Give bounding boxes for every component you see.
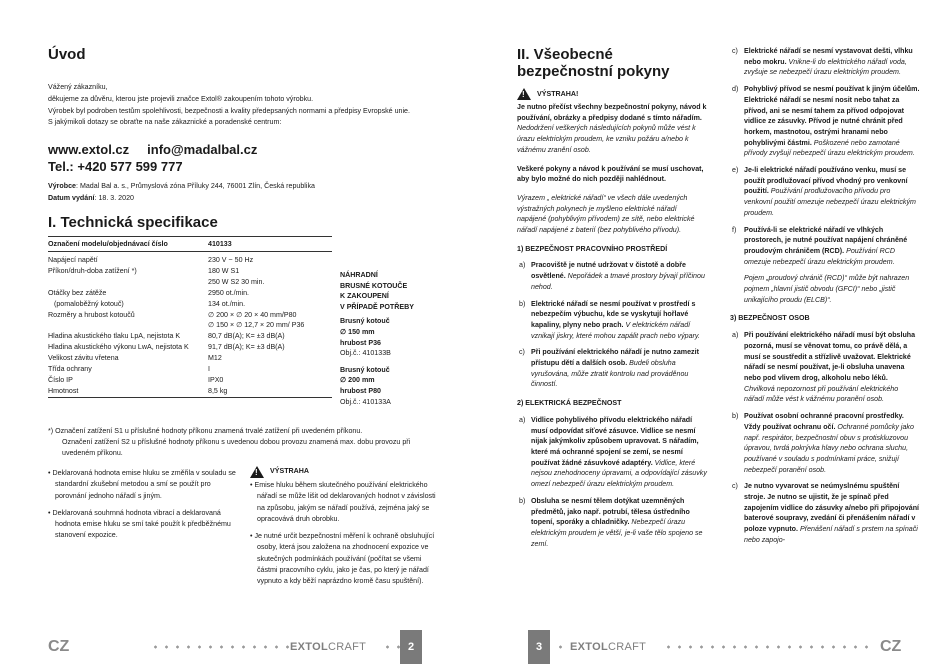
list-item: e) Je-li elektrické nářadí používáno venku, musí se použít prodlužovací přívod vhodný pro venkovní použití. Používání prodlužovacího přívodu pro venkovní použití omezuje nebezpečí úrazu elektrickým proudem. <box>732 166 916 217</box>
website-link[interactable]: www.extol.cz <box>48 142 130 157</box>
spec-key: Hladina akustického tlaku LpA, nejistota K <box>48 332 181 341</box>
list-item: c) Při používání elektrického nářadí je nutno zamezit přístupu dětí a dalších osob. Budeli obsluha vyrušována, může ztratit kontrolu nad prováděnou činností. <box>519 348 699 389</box>
blade-2-line: Brusný kotouč <box>340 365 390 374</box>
page-number: 2 <box>400 630 422 664</box>
note-s2: Označení zatížení S2 u příslušné hodnoty příkonu s uvedenou dobou provozu znamená max. dobu provozu při uvedeném příkonu. <box>62 438 411 457</box>
list-item: c) Je nutno vyvarovat se neúmyslnému spuštění stroje. Je nutno se ujistit, že je spínač před zapojením vidlice do zásuvky a/nebo při připojování baterové soupravy, zvedání či přenášením nářadí v poloze vypnuto. Přenášení nářadí s prstem na spínači nebo zapojo- <box>732 482 920 544</box>
load-notes <box>48 426 438 459</box>
phone-number: Tel.: +420 577 599 777 <box>48 159 183 174</box>
spec-value: 180 W S1 <box>208 266 240 275</box>
table-row <box>48 266 332 277</box>
table-row <box>48 342 332 353</box>
spec-value: 8,5 kg <box>208 386 332 397</box>
list-item: • Deklarovaná souhrnná hodnota vibrací a deklarovaná hodnota emise hluku se smí také použít k předběžnému stanovení expozice. <box>48 508 231 540</box>
blade-1-line: ∅ 150 mm <box>340 327 375 336</box>
table-row <box>48 310 332 321</box>
spec-key: Třída ochrany <box>48 365 92 374</box>
contacts <box>48 141 257 175</box>
intro-title: Úvod <box>48 46 86 63</box>
spec-header-value: 410133 <box>208 237 332 252</box>
table-row <box>48 277 332 288</box>
blade-2-code: Obj.č.: 410133A <box>340 397 391 406</box>
spec-value: I <box>208 365 210 374</box>
blade-1-line: hrubost P36 <box>340 338 381 347</box>
left-footer <box>0 630 475 672</box>
supplier-info <box>48 181 315 204</box>
spec-key: Hmotnost <box>48 386 208 397</box>
list-item: f) Používá-li se elektrické nářadí ve vlhkých prostorech, je nutné používat napájení chráněné proudovým chráničem (RCD). Používání RCD omezuje nebezpečí úrazu elektrickým proudem. <box>732 225 908 266</box>
brand-logo: EXTOLCRAFT <box>290 641 367 653</box>
language-code: CZ <box>48 638 70 655</box>
blade-2-line: ∅ 200 mm <box>340 376 375 385</box>
spec-key: Napájecí napětí <box>48 256 98 264</box>
noise-warning <box>250 466 440 594</box>
supplier-label: Výrobce <box>48 182 76 190</box>
warning-list <box>250 480 440 588</box>
note-s1: *) Označení zatížení S1 u příslušné hodnoty příkonu znamená trvalé zatížení při uvedeném příkonu. <box>48 427 363 435</box>
spec-key <box>48 320 208 331</box>
supplier-value: : Madal Bal a. s., Průmyslová zóna Příluky 244, 76001 Zlín, Česká republika <box>76 182 315 190</box>
intro-line: S jakýmikoli dotazy se obraťte na naše zákaznické a poradenské centrum: <box>48 118 282 127</box>
warning-title: VÝSTRAHA <box>270 467 310 476</box>
blades-heading-line: NÁHRADNÍ <box>340 271 378 279</box>
blades-heading-line: K ZAKOUPENÍ <box>340 292 389 301</box>
warning-title: VÝSTRAHA! <box>537 89 579 98</box>
email-link[interactable]: info@madalbal.cz <box>147 142 258 157</box>
blade-1-code: Obj.č.: 410133B <box>340 349 391 358</box>
brand-logo: EXTOLCRAFT <box>570 641 647 653</box>
spec-value: 230 V ~ 50 Hz <box>208 256 254 264</box>
table-row <box>48 252 332 266</box>
section-2-heading: 2) ELEKTRICKÁ BEZPEČNOST <box>517 399 622 408</box>
table-row <box>48 386 332 397</box>
spec-key <box>48 277 208 288</box>
list-item: • Deklarovaná hodnota emise hluku se změřila v souladu se standardní zkušební metodou a smí se použít pro porovnání jednoho nářadí s jiným. <box>48 469 236 500</box>
footer-dots <box>555 645 567 649</box>
issue-date-label: Datum vydání <box>48 193 95 202</box>
table-row <box>48 288 332 299</box>
spec-key: Hladina akustického výkonu LwA, nejistota K <box>48 343 189 352</box>
list-item: b) Obsluha se nesmí tělem dotýkat uzemněných předmětů, jako např. potrubí, tělesa ústředního topení, sporáky a chladničky. Nebezpečí úrazu elektrickým proudem je větší, je-li vaše tělo spojeno se zemí. <box>519 496 703 548</box>
spec-key: Otáčky bez zátěže <box>48 288 107 297</box>
blades-heading-line: BRUSNÉ KOTOUČE <box>340 281 408 290</box>
spec-key: Příkon/druh-doba zatížení *) <box>48 266 137 275</box>
table-row <box>48 364 332 375</box>
rcd-note: Pojem „proudový chránič (RCD)“ může být nahrazen pojmem „hlavní jistič obvodu (GFCI)“ nebo „jistič unikajícího proudu (ELCB)“. <box>744 274 910 304</box>
table-row <box>48 320 332 331</box>
list-item: a) Při používání elektrického nářadí musí být obsluha pozorná, musí se věnovat tomu, co právě dělá, a musí se soustředit a střízlivě uvažovat. Elektrické nářadí se nesmí používat, je-li obsluha unavena nebo pod vlivem drog, alkoholu nebo léků. Chvilková nepozornost při používání elektrického nářadí může vést k vážnému poranění osob. <box>732 331 916 404</box>
list-item: d) Pohyblivý přívod se nesmí používat k jiným účelům. Elektrické nářadí se nesmí nosit nebo tahat za přívod, ani se nesmí tahem za přívod odpojovat vidlice ze zásuvky. Přívod je nutné chránit před horkem, mastnotou, ostrými hranami nebo pohyblivými částmi. Poškozené nebo zamotané přívody zvyšují nebezpečí úrazu elektrickým proudem. <box>732 85 920 158</box>
spec-table <box>48 236 332 398</box>
spec-title: I. Technická specifikace <box>48 214 218 231</box>
blade-1-line: Brusný kotouč <box>340 317 390 326</box>
footer-dots <box>382 645 400 649</box>
list-item: c) Elektrické nářadí se nesmí vystavovat dešti, vlhku nebo mokru. Vnikne-li do elektrického nářadí voda, zvyšuje se nebezpečí úrazu elektrickým proudem. <box>732 47 913 77</box>
replacement-blades <box>340 270 450 407</box>
spec-key: Rozměry a hrubost kotoučů <box>48 310 135 319</box>
table-row <box>48 331 332 342</box>
spec-value: 250 W S2 30 min. <box>208 277 265 286</box>
spec-key: Číslo IP <box>48 375 73 384</box>
footer-dots <box>663 645 868 649</box>
warning-icon <box>517 88 531 100</box>
spec-key: Velikost závitu vřetena <box>48 354 119 363</box>
section-2-title: II. Všeobecné bezpečnostní pokyny <box>517 46 670 80</box>
intro-line: Výrobek byl podroben testům spolehlivosti, bezpečnosti a kvality předepsaných normami a předpisy Evropské unie. <box>48 106 410 115</box>
spec-header-key: Označení modelu/objednávací číslo <box>48 237 208 252</box>
spec-value: 2950 ot./min. <box>208 288 250 297</box>
blades-heading-line: V PŘÍPADĚ POTŘEBY <box>340 302 414 311</box>
intro-line: děkujeme za důvěru, kterou jste projevili značce Extol® zakoupením tohoto výrobku. <box>48 94 314 103</box>
intro-text <box>48 82 428 129</box>
table-row <box>48 375 332 386</box>
list-item: a) Pracoviště je nutné udržovat v čistotě a dobře osvětlené. Nepořádek a tmavé prostory bývají příčinou nehod. <box>519 261 705 291</box>
spec-value: ∅ 150 × ∅ 12,7 × 20 mm/ P36 <box>208 321 305 330</box>
list-item: • Emise hluku během skutečného používání elektrického nářadí se může lišit od deklarovaných hodnot v závislosti na způsobu, jakým se nářadí používá, zejména jaký se opracovává druh obrobku. <box>250 481 436 523</box>
right-footer <box>475 630 950 672</box>
spec-value: 80,7 dB(A); K= ±3 dB(A) <box>208 332 285 341</box>
list-item: a) Vidlice pohyblivého přívodu elektrického nářadí musí odpovídat síťové zásuvce. Vidlice se nesmí nijak jakýmkoliv způsobem upravovat. S nářadím, které má ochranné spojení se zemí, se nesmí používat žádné zásuvkové adaptéry. Vidlice, které nejsou znehodnoceny úpravami, a odpovídající zásuvky omezí nebezpečí úrazu elektrickým proudem. <box>519 415 707 489</box>
table-row <box>48 353 332 364</box>
spec-value: IPX0 <box>208 375 224 384</box>
section-1-heading: 1) BEZPEČNOST PRACOVNÍHO PROSTŘEDÍ <box>517 244 668 253</box>
spec-value: ∅ 200 × ∅ 20 × 40 mm/P80 <box>208 310 297 319</box>
spec-header-row <box>48 237 332 252</box>
keep-instructions: Veškeré pokyny a návod k používání se musí uschovat, aby bylo možné do nich později nahlédnout. <box>517 164 704 184</box>
warning-text: Je nutno přečíst všechny bezpečnostní pokyny, návod k používání, obrázky a předpisy dodané s tímto nářadím. Nedodržení veškerých následujících pokynů může vést k úrazu elektrickým proudem, ke vzniku požáru a/nebo k vážnému zranění osob. <box>517 103 707 154</box>
spec-key: (pomaloběžný kotouč) <box>54 299 124 308</box>
footer-dots <box>150 645 290 649</box>
right-column-2 <box>730 46 920 552</box>
table-row <box>48 299 332 310</box>
list-item: b) Elektrické nářadí se nesmí používat v prostředí s nebezpečím výbuchu, kde se vyskytují hořlavé kapaliny, plyny nebo prach. V elektrickém nářadí vznikají jiskry, které mohou zapálit prach nebo výpary. <box>519 299 700 340</box>
warning-icon <box>250 466 264 478</box>
section-3-heading: 3) BEZPEČNOST OSOB <box>730 314 810 323</box>
spec-value: 134 ot./min. <box>208 299 246 308</box>
page-number: 3 <box>528 630 550 664</box>
intro-line: Vážený zákazníku, <box>48 83 108 91</box>
blade-2-line: hrubost P80 <box>340 386 381 395</box>
list-item: b) Používat osobní ochranné pracovní prostředky. Vždy používat ochranu očí. Ochranné pomůcky jako např. respirátor, bezpečnostní obuv s protiskluzovou úpravou, tvrdá pokrývka hlavy nebo ochrana sluchu, používané v souladu s podmínkami práce, snižují nebezpečí poranění osob. <box>732 412 914 474</box>
spec-value: M12 <box>208 354 222 363</box>
term-definition: Výrazem „ elektrické nářadí“ ve všech dále uvedených výstražných pokynech je myšleno elektrické nářadí napájené (pohyblivým přívodem) ze sítě, nebo elektrické nářadí napájené z baterií (bez pohyblivého přívodu). <box>517 193 695 235</box>
list-item: • Je nutné určit bezpečnostní měření k ochraně obsluhující osoby, která jsou založena na zhodnocení expozice ve skutečných podmínkách používání (počítat se všemi částmi pracovního cyklu, jako je čas, po který je nářadí vypnuto a kdy běží naprázdno kromě času spuštění). <box>250 532 435 586</box>
language-code: CZ <box>880 638 902 655</box>
right-column-1 <box>517 88 707 555</box>
noise-notes-list <box>48 468 243 548</box>
spec-value: 91,7 dB(A); K= ±3 dB(A) <box>208 343 285 352</box>
issue-date-value: : 18. 3. 2020 <box>94 193 134 202</box>
